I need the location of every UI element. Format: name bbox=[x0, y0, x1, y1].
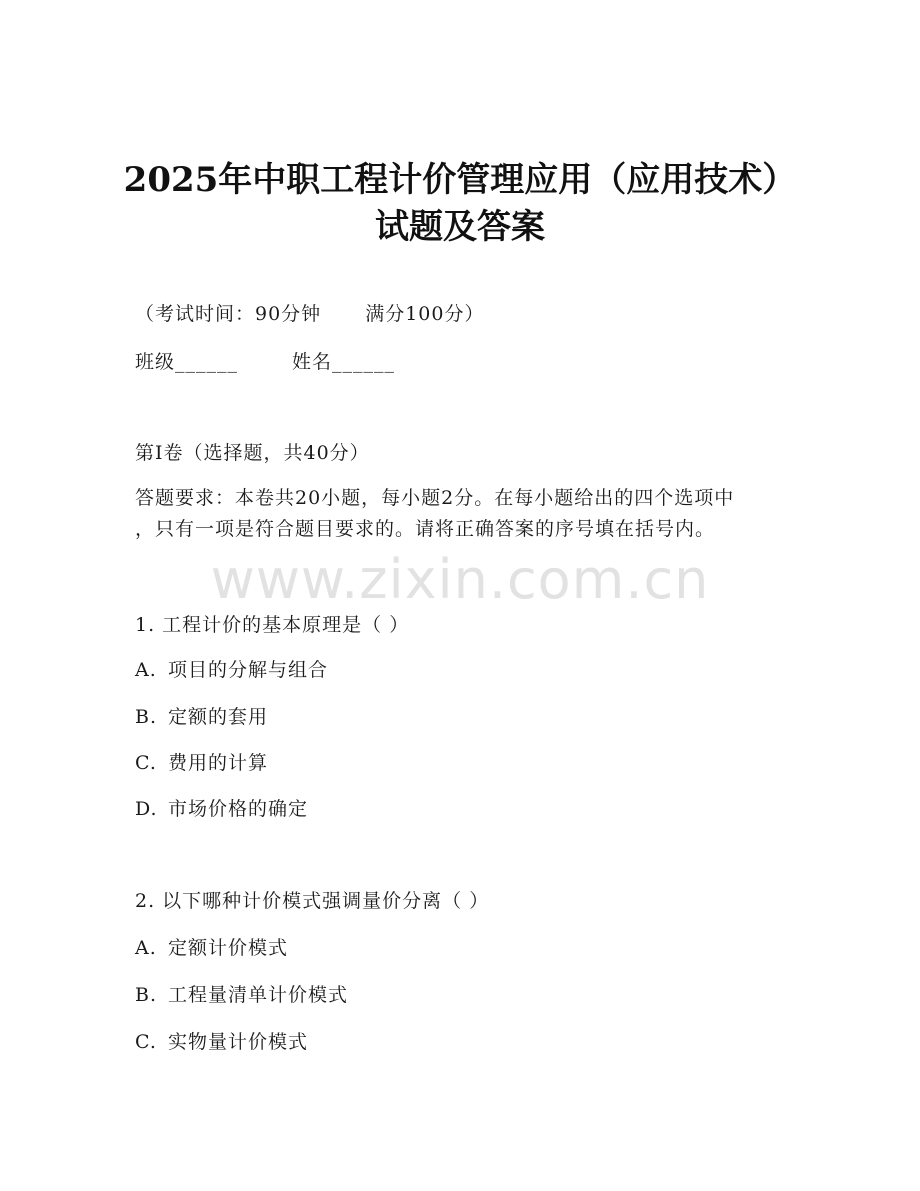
document-title-line2: 试题及答案 bbox=[375, 207, 545, 247]
question-2-option-a bbox=[135, 936, 288, 960]
watermark: www.zixin.com.cn bbox=[210, 548, 710, 611]
instructions-line2: ，只有一项是符合题目要求的。请将正确答案的序号填在括号内。 bbox=[135, 518, 716, 540]
option-letter: C. bbox=[135, 752, 157, 774]
question-1-option-d bbox=[135, 797, 308, 821]
option-letter: A. bbox=[135, 659, 157, 681]
exam-info bbox=[135, 302, 484, 326]
question-1-stem: 1. 工程计价的基本原理是（ ） bbox=[135, 614, 410, 636]
option-letter: B. bbox=[135, 706, 158, 728]
question-1-option-a bbox=[135, 658, 328, 682]
full-score: 满分100分） bbox=[365, 303, 485, 325]
question-1-option-b bbox=[135, 705, 268, 729]
exam-time: （考试时间：90分钟 bbox=[135, 303, 322, 325]
option-letter: A. bbox=[135, 937, 157, 959]
option-text: 项目的分解与组合 bbox=[168, 659, 329, 681]
option-text: 费用的计算 bbox=[168, 752, 269, 774]
document-title-line1: 2025年中职工程计价管理应用（应用技术） bbox=[123, 160, 797, 200]
option-letter: B. bbox=[135, 984, 158, 1006]
class-field: 班级______ bbox=[135, 351, 239, 373]
instructions-line1: 答题要求：本卷共20小题，每小题2分。在每小题给出的四个选项中 bbox=[135, 487, 735, 509]
question-2-stem: 2. 以下哪种计价模式强调量价分离（ ） bbox=[135, 890, 490, 912]
question-2-option-b bbox=[135, 983, 348, 1007]
option-text: 定额的套用 bbox=[168, 706, 269, 728]
option-letter: C. bbox=[135, 1031, 157, 1053]
option-text: 工程量清单计价模式 bbox=[168, 984, 349, 1006]
option-text: 实物量计价模式 bbox=[168, 1031, 309, 1053]
question-1-option-c bbox=[135, 751, 268, 775]
option-text: 市场价格的确定 bbox=[168, 798, 309, 820]
student-fields bbox=[135, 350, 395, 374]
option-letter: D. bbox=[135, 798, 158, 820]
section-heading: 第I卷（选择题，共40分） bbox=[135, 442, 370, 464]
name-field: 姓名______ bbox=[292, 351, 396, 373]
question-2-option-c bbox=[135, 1030, 308, 1054]
option-text: 定额计价模式 bbox=[168, 937, 289, 959]
